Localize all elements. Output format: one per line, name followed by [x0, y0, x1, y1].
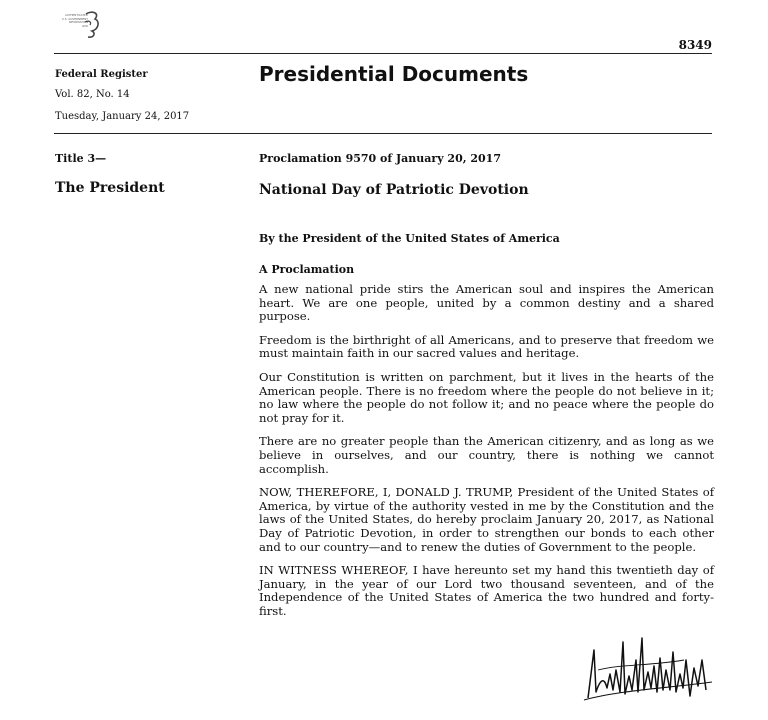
publication-date: Tuesday, January 24, 2017: [55, 111, 190, 122]
paragraph: There are no greater people than the American citizenry, and as long as we believe in ourselves, and our country, there is nothing we cannot accomplish.: [259, 434, 714, 476]
publication-name: Federal Register: [55, 69, 148, 80]
paragraph: IN WITNESS WHEREOF, I have hereunto set my hand this twentieth day of January, in the year of our Lord two thousand seventeen, and of the Independence of the United States of America the two hundred and forty-first.: [259, 563, 714, 618]
proclamation-body: [259, 283, 714, 628]
gpo-authenticated-logo: [52, 10, 104, 42]
paragraph: A new national pride stirs the American soul and inspires the American heart. We are one people, united by a common destiny and a shared purpose.: [259, 282, 714, 324]
proclamation-number: Proclamation 9570 of January 20, 2017: [259, 152, 501, 165]
header-rule: [54, 133, 712, 134]
logo-text: AUTHENTICATED U.S. GOVERNMENT INFORMATION GPO: [61, 14, 88, 28]
title-number: Title 3—: [55, 152, 107, 165]
volume-number: Vol. 82, No. 14: [55, 89, 130, 100]
paragraph: Freedom is the birthright of all Americans, and to preserve that freedom we must maintain faith in our sacred values and heritage.: [259, 332, 714, 361]
paragraph: NOW, THEREFORE, I, DONALD J. TRUMP, President of the United States of America, by virtue of the authority vested in me by the Constitution and the laws of the United States, do hereby proclaim January 20, 2017, as National Day of Patriotic Devotion, in order to strengthen our bonds to each other and to our country—and to renew the duties of Government to the people.: [259, 485, 714, 554]
top-rule: [54, 53, 712, 54]
by-line: By the President of the United States of America: [259, 232, 560, 245]
title-name: The President: [55, 180, 165, 196]
signature: [580, 630, 716, 706]
paragraph: Our Constitution is written on parchment, but it lives in the hearts of the American people. There is no freedom where the people do not believe in it; no law where the people do not follow it; and no peace where the people do not pray for it.: [259, 369, 714, 425]
proclamation-title: National Day of Patriotic Devotion: [259, 182, 529, 198]
eagle-icon: [82, 10, 102, 40]
section-title: Presidential Documents: [259, 62, 529, 86]
proclamation-label: A Proclamation: [259, 263, 355, 276]
page-number: 8349: [678, 38, 712, 52]
